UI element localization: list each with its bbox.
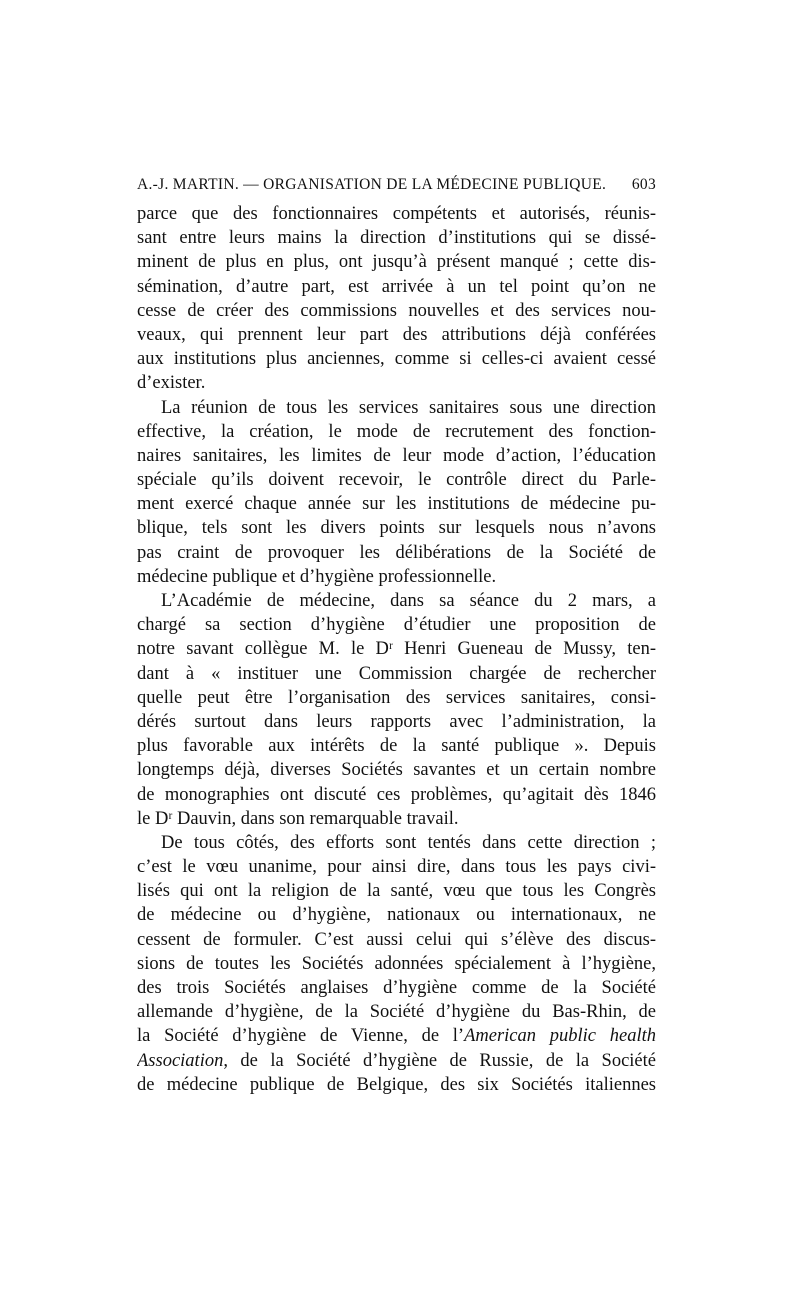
text-line: de médecine publique de Belgique, des six Sociétés italiennes <box>137 1074 656 1095</box>
text-line: La réunion de tous les services sanitaires sous une direction <box>161 397 656 418</box>
text-line: De tous côtés, des efforts sont tentés dans cette direction ; <box>161 832 656 853</box>
text-line: le Dʳ Dauvin, dans son remarquable travail. <box>137 808 459 829</box>
text-line: d’exister. <box>137 373 206 394</box>
text-line: allemande d’hygiène, de la Société d’hygiène du Bas-Rhin, de <box>137 1002 656 1023</box>
text-line: pas craint de provoquer les délibérations de la Société de <box>137 542 656 563</box>
text-line: cesse de créer des commissions nouvelles et des services nou- <box>137 300 656 321</box>
text-line: ment exercé chaque année sur les institutions de médecine pu- <box>137 494 656 515</box>
text-segment: , de la Société d’hygiène de Russie, de la Société <box>223 1050 656 1071</box>
text-line: sions de toutes les Sociétés adonnées spécialement à l’hygiène, <box>137 953 656 974</box>
text-line: blique, tels sont les divers points sur lesquels nous n’avons <box>137 518 656 539</box>
running-head <box>137 172 656 198</box>
text-line: parce que des fonctionnaires compétents et autorisés, réunis- <box>137 204 656 224</box>
text-line: longtemps déjà, diverses Sociétés savantes et un certain nombre <box>137 760 656 781</box>
text-line: sant entre leurs mains la direction d’institutions qui se dissé- <box>137 228 656 249</box>
italic-segment: Association <box>137 1050 224 1071</box>
text-line: dant à « instituer une Commission chargée de rechercher <box>137 663 656 684</box>
text-line: médecine publique et d’hygiène professionnelle. <box>137 566 497 587</box>
text-line: L’Académie de médecine, dans sa séance du 2 mars, a <box>161 591 656 611</box>
text-line: spéciale qu’ils doivent recevoir, le contrôle direct du Parle- <box>137 470 656 491</box>
text-line: chargé sa section d’hygiène d’étudier une proposition de <box>137 615 656 636</box>
text-line: de monographies ont discuté ces problèmes, qu’agitait dès 1846 <box>137 784 656 805</box>
text-line: aux institutions plus anciennes, comme si celles-ci avaient cessé <box>137 349 656 370</box>
text-line <box>137 1024 656 1048</box>
text-line: veaux, qui prennent leur part des attributions déjà conférées <box>137 324 656 345</box>
text-line <box>137 1049 656 1073</box>
text-line: minent de plus en plus, ont jusqu’à présent manqué ; cette dis- <box>137 252 656 273</box>
text-line: lisés qui ont la religion de la santé, vœu que tous les Congrès <box>137 881 656 902</box>
text-line: cessent de formuler. C’est aussi celui qui s’élève des discus- <box>137 929 656 950</box>
text-line: notre savant collègue M. le Dʳ Henri Gueneau de Mussy, ten- <box>137 639 656 660</box>
running-head-title: A.-J. MARTIN. — ORGANISATION DE LA MÉDECINE PUBLIQUE. <box>137 176 607 193</box>
italic-segment: American public health <box>464 1026 656 1047</box>
text-line: dérés surtout dans leurs rapports avec l’administration, la <box>137 711 656 732</box>
page-number: 603 <box>631 176 656 193</box>
text-line: sémination, d’autre part, est arrivée à un tel point qu’on ne <box>137 276 656 297</box>
text-line: c’est le vœu unanime, pour ainsi dire, dans tous les pays civi- <box>137 857 656 878</box>
text-line: des trois Sociétés anglaises d’hygiène comme de la Société <box>137 978 656 998</box>
text-segment: la Société d’hygiène de Vienne, de l’ <box>137 1026 465 1047</box>
text-line: de médecine ou d’hygiène, nationaux ou internationaux, ne <box>137 905 656 926</box>
text-line: naires sanitaires, les limites de leur mode d’action, l’éducation <box>137 445 656 466</box>
text-line: effective, la création, le mode de recrutement des fonction- <box>137 421 656 442</box>
text-line: plus favorable aux intérêts de la santé publique ». Depuis <box>137 736 656 757</box>
text-line: quelle peut être l’organisation des services sanitaires, consi- <box>137 687 656 708</box>
body-text <box>137 202 656 1097</box>
